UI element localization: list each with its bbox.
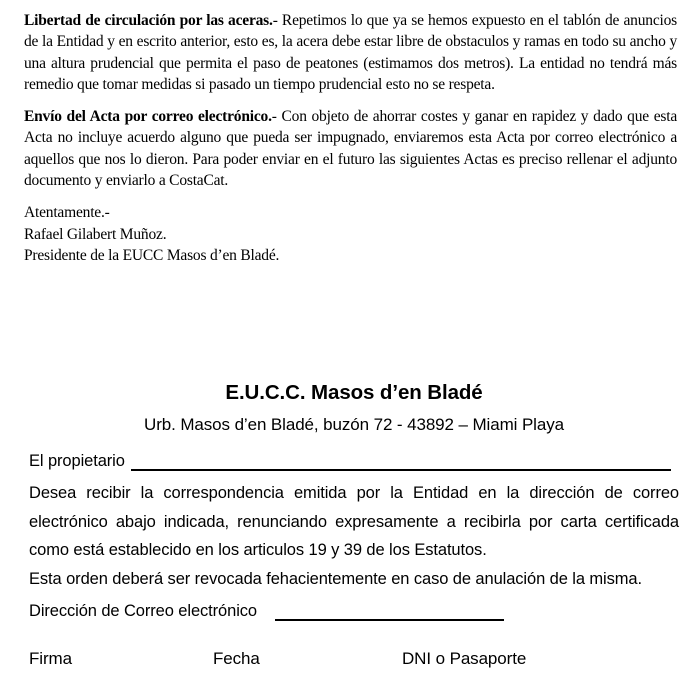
form-body-text: Desea recibir la correspondencia emitida por la Entidad en la dirección de correo electrónico abajo indicada, renunciando expresamente a recibirla por carta certificada como está establecido en los articulos 19 y 39 de los Estatutos.: [29, 484, 679, 559]
closing-signer-role: Presidente de la EUCC Masos d’en Bladé.: [24, 246, 280, 264]
letter-section: [0, 0, 693, 266]
id-label: DNI o Pasaporte: [402, 649, 527, 668]
paragraph-acta-email-body: - Con objeto de ahorrar costes y ganar en rapidez y dado que esta Acta no incluye acuerdo alguno que pueda ser impugnado, enviaremos esta Acta por correo electrónico a aquellos que nos lo dieron. Para poder enviar en el futuro las siguientes Actas es preciso rellenar el adjunto documento y enviarlo a CostaCat.: [24, 108, 678, 190]
owner-fill-line: [131, 450, 671, 471]
owner-row: [29, 452, 679, 471]
paragraph-acta-email-lead: Envío del Acta por correo electrónico.: [24, 108, 272, 126]
email-subscription-form: [0, 381, 693, 669]
paragraph-sidewalk-circulation: [24, 10, 677, 95]
form-address: Urb. Masos d’en Bladé, buzón 72 - 43892 – Miami Playa: [144, 415, 564, 434]
signature-label: Firma: [29, 649, 72, 668]
email-row: [29, 595, 679, 621]
email-fill-line: [275, 593, 504, 621]
closing-salutation: Atentamente.-: [24, 204, 110, 222]
date-label: Fecha: [213, 649, 260, 668]
paragraph-sidewalk-body: - Repetimos lo que ya se hemos expuesto en el tablón de anuncios de la Entidad y en escrito anterior, esto es, la acera debe estar libre de obstaculos y ramas en todo su ancho y una altura prudencial que permita el paso de peatones (estimamos dos metros). La entidad no tendrá más remedio que tomar medidas si pasado un tiempo prudencial esto no se respeta.: [24, 12, 677, 93]
paragraph-acta-email: [24, 106, 677, 191]
revocation-note: Esta orden deberá ser revocada fehacientemente en caso de anulación de la misma.: [29, 569, 642, 588]
form-title: E.U.C.C. Masos d’en Bladé: [225, 381, 483, 404]
closing-signer-name: Rafael Gilabert Muñoz.: [24, 225, 167, 243]
closing-block: [24, 202, 677, 266]
owner-label: El propietario: [29, 452, 125, 470]
paragraph-sidewalk-lead: Libertad de circulación por las aceras.: [24, 12, 273, 29]
signature-row: [29, 649, 679, 669]
email-label: Dirección de Correo electrónico: [29, 602, 258, 620]
